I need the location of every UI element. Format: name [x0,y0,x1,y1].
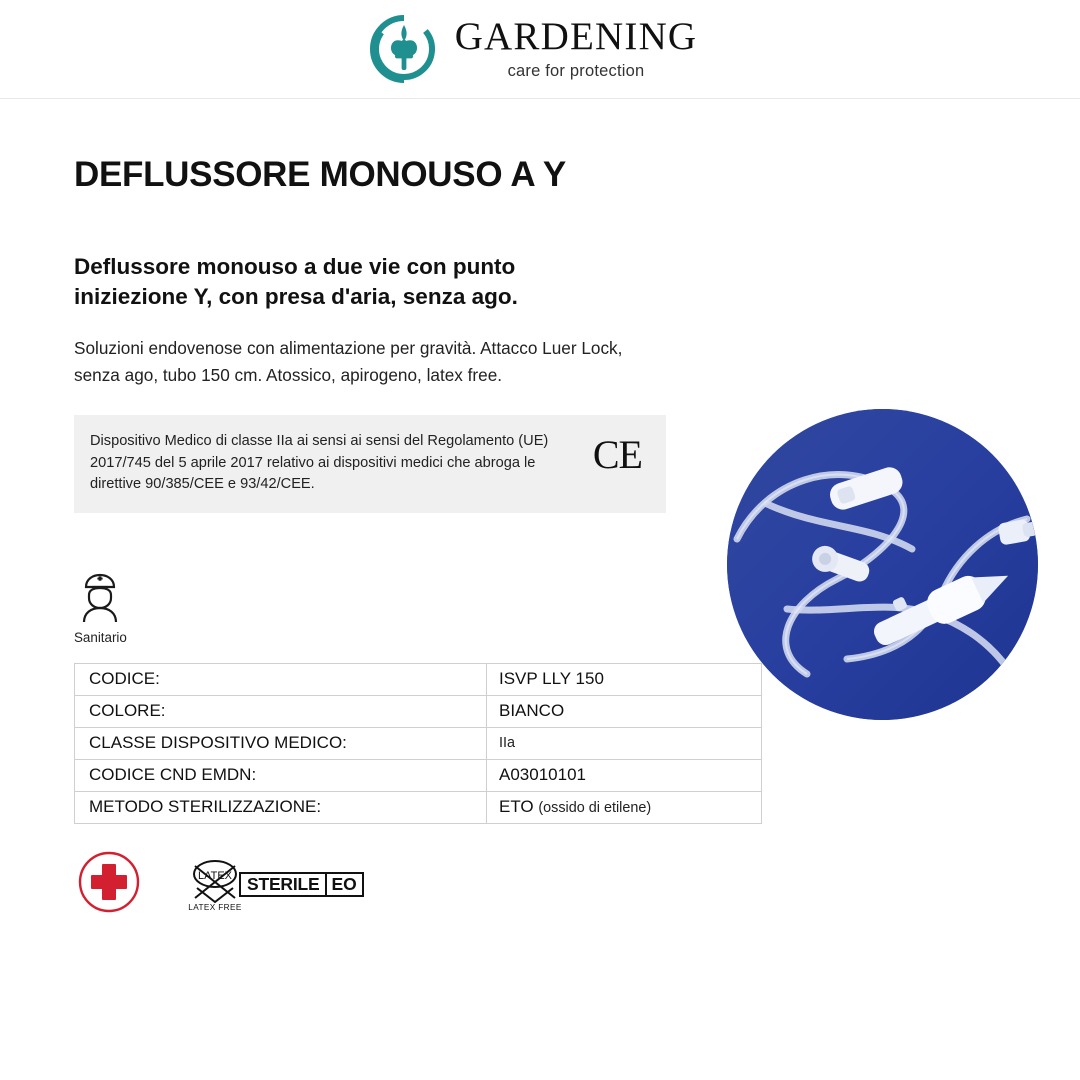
table-row [75,792,762,824]
spec-value: BIANCO [487,696,762,728]
spec-value: A03010101 [487,760,762,792]
spec-value-note: (ossido di etilene) [538,800,652,817]
sterile-label: STERILE [247,874,320,895]
symbol-strip [74,851,1006,918]
regulatory-notice-text: Dispositivo Medico di classe IIa ai sensi ai sensi del Regolamento (UE) 2017/745 del 5 aprile 2017 relativo ai dispositivi medici che abroga le direttive 90/385/CEE e 93/42/CEE. [90,432,549,493]
product-sheet [0,155,1080,918]
spec-value-main: ETO [499,797,534,817]
product-photo [727,409,1038,720]
brand-logo [367,12,698,86]
brand-tagline: care for protection [507,61,645,80]
ce-mark-icon: CE [592,431,642,477]
specs-table [74,663,762,824]
sterile-method-label: EO [325,874,362,895]
spec-key: CLASSE DISPOSITIVO MEDICO: [75,728,487,760]
intended-user [74,570,194,645]
svg-text:LATEX: LATEX [197,869,233,882]
product-subtitle: Deflussore monouso a due vie con punto iniziezione Y, con presa d'aria, senza ago. [74,254,518,309]
brand-name: GARDENING [454,15,698,59]
latex-free-and-sterile-group [187,858,364,912]
table-row [75,728,762,760]
product-description: Soluzioni endovenose con alimentazione per gravità. Attacco Luer Lock, senza ago, tubo 150 cm. Atossico, apirogeno, latex free. [74,338,623,385]
intended-user-label: Sanitario [74,630,127,646]
table-row [75,664,762,696]
red-cross-icon [78,851,140,918]
table-row [75,760,762,792]
table-row [75,696,762,728]
spec-key: COLORE: [75,696,487,728]
spec-value: IIa [487,728,762,760]
latex-free-caption: LATEX FREE [188,902,242,912]
page-header [0,0,1080,99]
spec-key: METODO STERILIZZAZIONE: [75,792,487,824]
spec-value [487,792,762,824]
latex-crossed-out-icon [187,858,243,912]
page-title: DEFLUSSORE MONOUSO A Y [74,155,566,194]
spec-key: CODICE CND EMDN: [75,760,487,792]
fleur-de-lis-in-circle-icon [367,12,441,86]
sterile-eo-badge [239,872,364,897]
spec-value: ISVP LLY 150 [487,664,762,696]
nurse-icon [74,570,194,629]
regulatory-notice [74,415,666,514]
spec-key: CODICE: [75,664,487,696]
